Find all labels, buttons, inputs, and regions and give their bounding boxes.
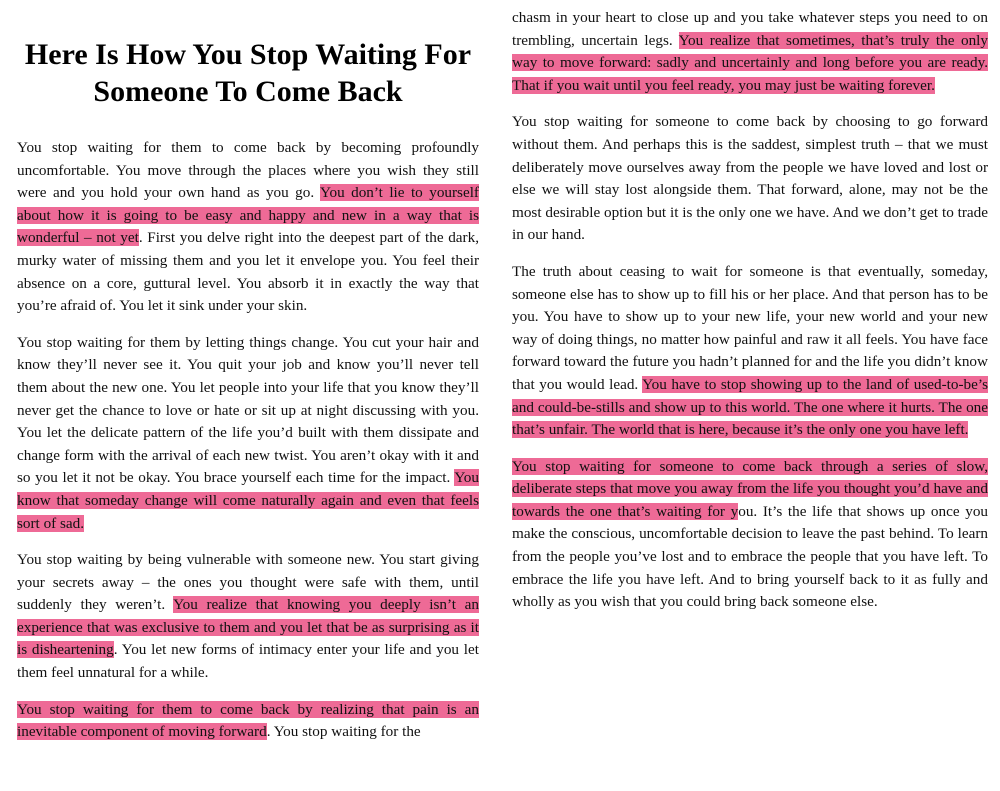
body-text: . You stop waiting for the [266, 723, 421, 741]
highlighted-text: You realize that knowing you deeply isn’t an experience that was exclusive to them and you let that be as surprising as it is disheartening [17, 596, 479, 659]
body-text: You stop waiting for them to come back by becoming profoundly uncomfortable. You move through the places where you wish they still were and you hold your own hand as you go. [17, 139, 479, 202]
paragraph [512, 111, 988, 247]
paragraph [17, 699, 479, 744]
body-text: You stop waiting for someone to come back by choosing to go forward without them. And perhaps this is the saddest, simplest truth – that we must deliberately move ourselves away from the people we have loved and lost or else we will stay lost alongside them. That forward, alone, may not be the most desirable option but it is the only one we have. And we don’t get to trade in our hand. [512, 113, 988, 244]
highlighted-text: You have to stop showing up to the land of used-to-be’s and could-be-stills and show up to this world. The one where it hurts. The one that’s unfair. The world that is here, because it’s the only one you have left. [512, 375, 988, 439]
right-column [512, 0, 988, 614]
body-text: ou. It’s the life that shows up once you make the conscious, uncomfortable decision to leave the past behind. To learn from the people you’ve lost and to embrace the people that you have left. To embrace the life you have left. And to bring yourself back to it as fully and wholly as you wish that you could bring back someone else. [512, 502, 989, 611]
left-body [17, 137, 479, 744]
body-text: You stop waiting by being vulnerable with someone new. You start giving your secrets away – the ones you thought were safe with them, until suddenly they weren’t. [17, 551, 479, 614]
body-text: . You let new forms of intimacy enter your life and you let them feel unnatural for a while. [17, 641, 479, 682]
paragraph [17, 332, 479, 535]
body-text: The truth about ceasing to wait for someone is that eventually, someday, someone else has to show up to fill his or her place. And that person has to be you. You have to show up to your new life, your new world and your new way of doing things, no matter how painful and raw it all feels. You have face forward toward the future you hadn’t planned for and the life you didn’t know that you would lead. [512, 262, 988, 393]
body-text: . First you delve right into the deepest part of the dark, murky water of missing them and you let it envelope you. You feel their absence on a core, guttural level. You absorb it in exactly the way that you’re afraid of. You let it sink under your skin. [17, 229, 479, 315]
paragraph [512, 456, 988, 614]
left-column [17, 0, 479, 744]
paragraph [512, 7, 988, 97]
body-text: chasm in your heart to close up and you take whatever steps you need to on trembling, uncertain legs. [512, 9, 988, 49]
paragraph [17, 549, 479, 685]
highlighted-text: You don’t lie to yourself about how it is going to be easy and happy and new in a way that is wonderful – not yet [17, 184, 479, 247]
highlighted-text: You stop waiting for them to come back by realizing that pain is an inevitable component of moving forward [17, 700, 479, 741]
article-title: Here Is How You Stop Waiting For Someone To Come Back [24, 38, 472, 108]
highlighted-text: You realize that sometimes, that’s truly the only way to move forward: sadly and uncertainly and long before you are ready. That if you wait until you feel ready, you may just be waiting forever. [512, 31, 988, 94]
body-text: You stop waiting for them by letting things change. You cut your hair and know they’ll never see it. You quit your job and know you’ll never tell them about the new one. You let people into your life that you know they’ll never get the chance to love or hate or sit up at night discussing with you. You let the delicate pattern of the life you’d built with them dissipate and change form with the arrival of each new twist. You aren’t okay with it and so you let it not be okay. You brace yourself each time for the impact. [17, 333, 479, 487]
paragraph [512, 261, 988, 442]
highlighted-text: You stop waiting for someone to come back through a series of slow, deliberate steps that move you away from the life you thought you’d have and towards the one that’s waiting for y [512, 457, 988, 520]
highlighted-text: You know that someday change will come naturally again and even that feels sort of sad. [17, 469, 479, 532]
paragraph [17, 137, 479, 318]
